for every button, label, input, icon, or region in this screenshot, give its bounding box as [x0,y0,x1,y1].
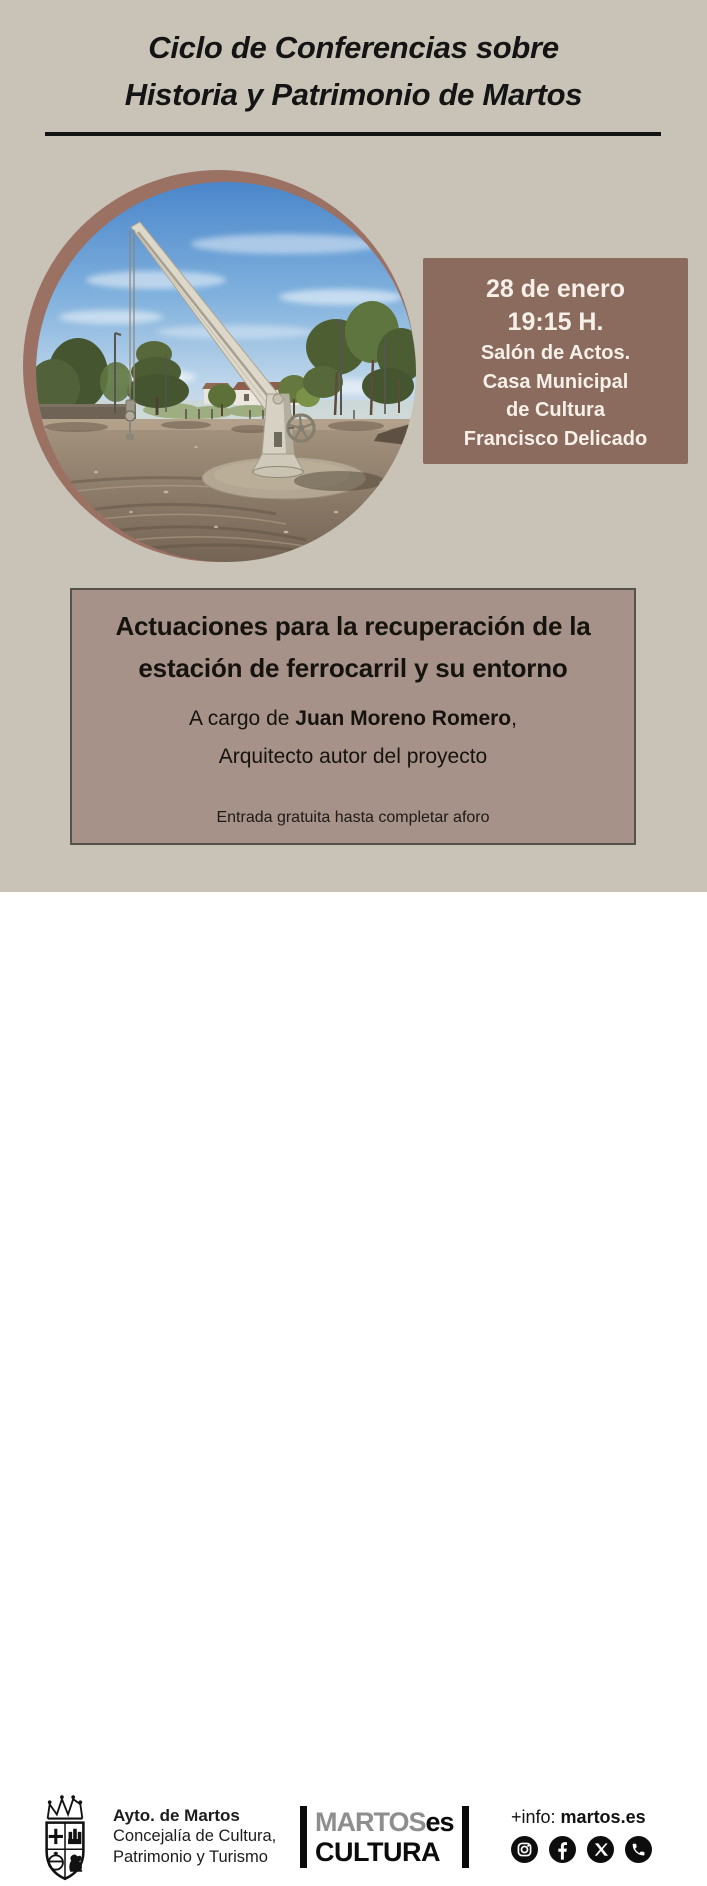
railway-crane-photo-illustration [36,182,416,562]
info-website: martos.es [560,1807,646,1827]
crane-shadow [294,471,384,491]
event-venue-line4: Francisco Delicado [463,427,648,450]
event-date: 28 de enero [486,275,625,303]
poster-title-line2: Historia y Patrimonio de Martos [124,77,583,112]
talk-title-line2: estación de ferrocarril y su entorno [138,653,568,683]
martos-coat-of-arms-icon [34,1792,96,1886]
logo-martos: MARTOS [315,1807,426,1837]
phone-icon [625,1836,652,1863]
event-details-box [423,258,688,464]
talk-box [70,588,636,845]
event-venue-line1: Salón de Actos. [480,342,631,364]
logo-es: es [425,1807,454,1837]
organizer-line3: Patrimonio y Turismo [113,1848,268,1866]
facebook-icon [549,1836,576,1863]
logo-right-bar [462,1806,469,1868]
crane-photo [36,182,416,562]
poster-title [0,24,707,118]
x-icon [587,1836,614,1863]
instagram-icon [511,1836,538,1863]
talk-title [72,605,634,689]
organizer-line2: Concejalía de Cultura, [113,1827,277,1845]
speaker-prefix: A cargo de [189,707,296,730]
info-line [511,1807,646,1828]
speaker-suffix: , [511,707,517,730]
event-time: 19:15 H. [507,308,604,336]
logo-row1 [315,1808,454,1837]
logo-cultura: CULTURA [315,1837,440,1867]
logo-text [307,1806,462,1868]
talk-title-line1: Actuaciones para la recuperación de la [115,611,591,641]
poster-title-line1: Ciclo de Conferencias sobre [148,30,559,65]
admission-note: Entrada gratuita hasta completar aforo [216,809,490,826]
organizer-text [113,1805,276,1868]
social-icons [511,1836,652,1863]
event-venue-line2: Casa Municipal [482,370,629,393]
speaker-name: Juan Moreno Romero [295,707,512,730]
footer [0,892,707,1867]
speaker-role: Arquitecto autor del proyecto [218,745,488,768]
event-venue-line3: de Cultura [506,399,605,421]
quarter-lion [69,1855,82,1872]
info-prefix: +info: [511,1807,561,1827]
martos-es-cultura-logo [300,1806,469,1868]
title-underline [45,132,661,136]
logo-left-bar [300,1806,307,1868]
talk-speaker [72,706,634,731]
wall [36,405,136,419]
organizer-name: Ayto. de Martos [113,1806,240,1825]
